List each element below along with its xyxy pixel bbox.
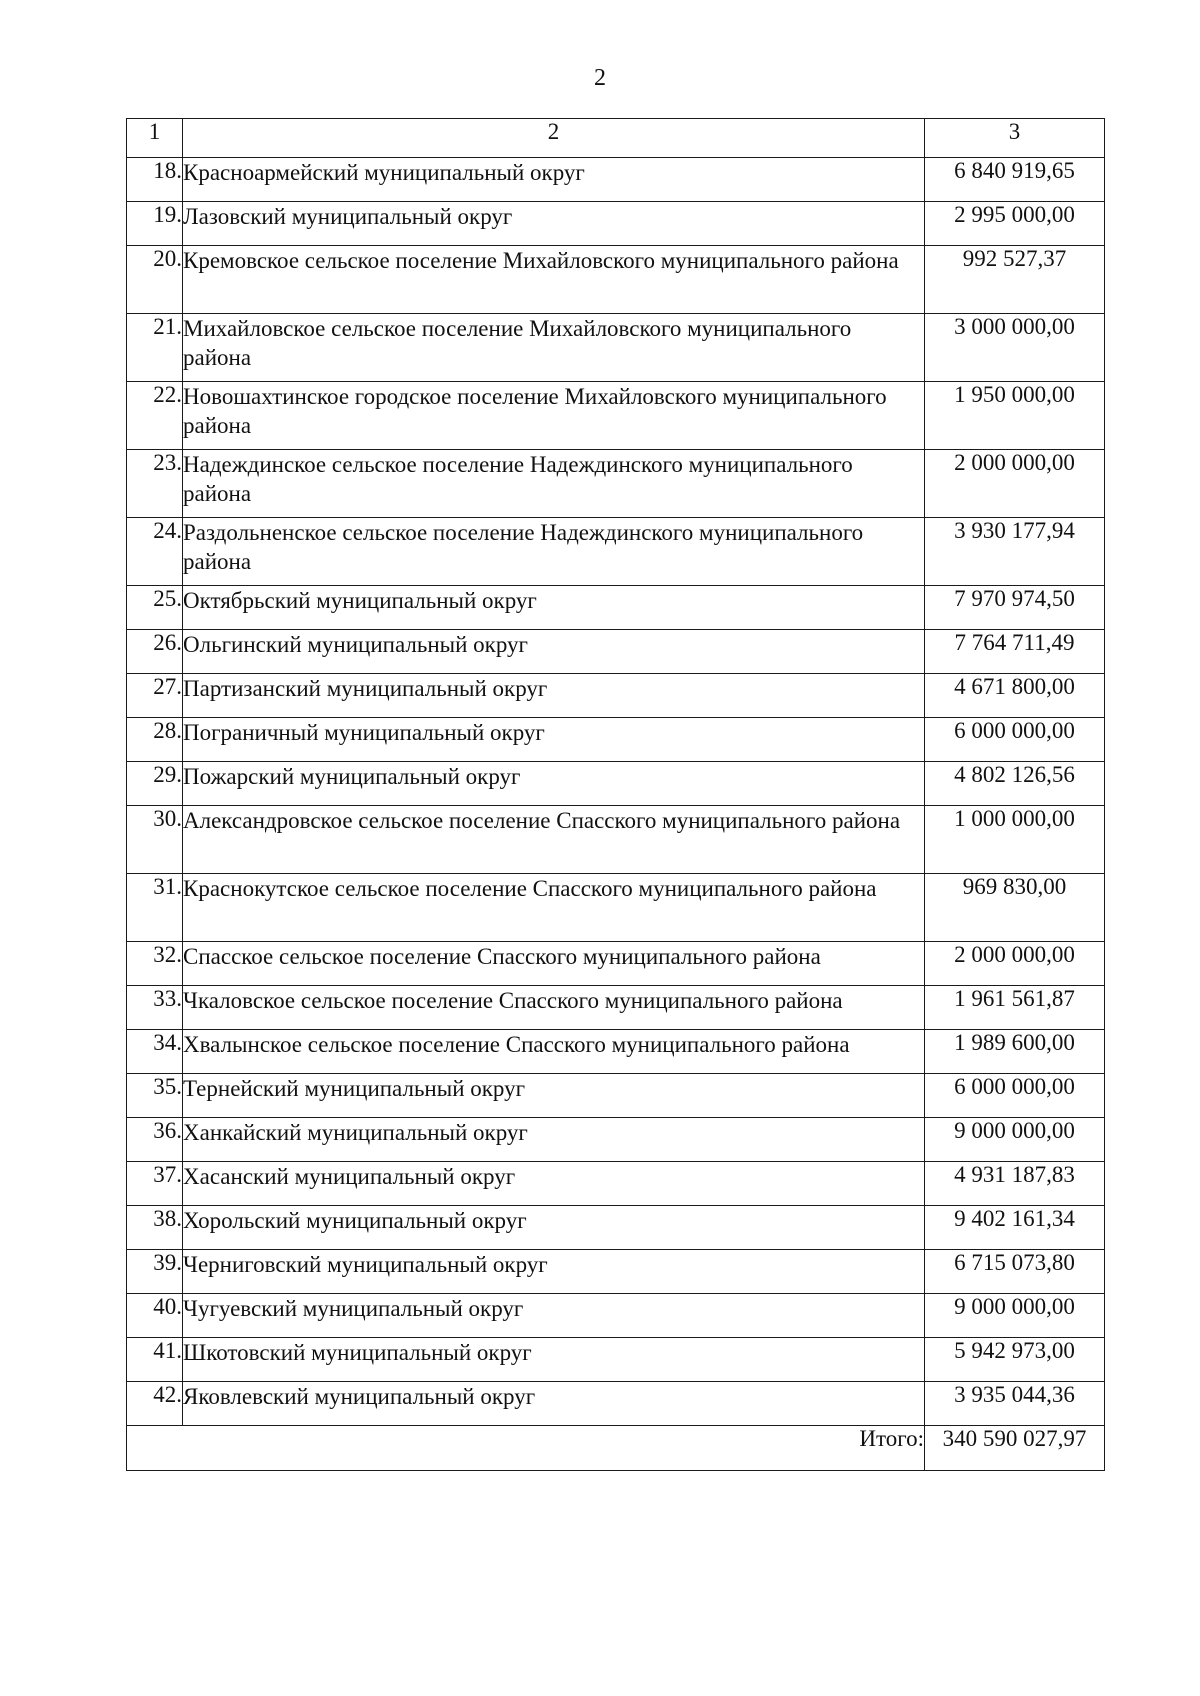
allocation-amount: 6 715 073,80 xyxy=(925,1250,1105,1294)
header-cell-amount: 3 xyxy=(925,119,1105,158)
allocation-amount: 6 000 000,00 xyxy=(925,718,1105,762)
row-number: 41. xyxy=(127,1338,183,1382)
municipality-name: Краснокутское сельское поселение Спасского муниципального района xyxy=(183,874,925,942)
municipality-name: Красноармейский муниципальный округ xyxy=(183,158,925,202)
table-row xyxy=(127,382,1105,450)
row-number: 42. xyxy=(127,1382,183,1426)
municipality-name: Ольгинский муниципальный округ xyxy=(183,630,925,674)
municipality-name: Чкаловское сельское поселение Спасского муниципального района xyxy=(183,986,925,1030)
table-row xyxy=(127,1074,1105,1118)
table-row xyxy=(127,1030,1105,1074)
row-number: 38. xyxy=(127,1206,183,1250)
row-number: 37. xyxy=(127,1162,183,1206)
municipality-name: Спасское сельское поселение Спасского муниципального района xyxy=(183,942,925,986)
allocation-amount: 3 935 044,36 xyxy=(925,1382,1105,1426)
table-row xyxy=(127,806,1105,874)
allocation-amount: 4 671 800,00 xyxy=(925,674,1105,718)
municipality-name: Чугуевский муниципальный округ xyxy=(183,1294,925,1338)
municipality-name: Новошахтинское городское поселение Михайловского муниципального района xyxy=(183,382,925,450)
row-number: 32. xyxy=(127,942,183,986)
table-row xyxy=(127,874,1105,942)
table-row xyxy=(127,718,1105,762)
total-amount: 340 590 027,97 xyxy=(925,1426,1105,1471)
allocation-amount: 6 840 919,65 xyxy=(925,158,1105,202)
allocation-amount: 5 942 973,00 xyxy=(925,1338,1105,1382)
table-row xyxy=(127,1382,1105,1426)
municipality-name: Кремовское сельское поселение Михайловского муниципального района xyxy=(183,246,925,314)
municipality-name: Ханкайский муниципальный округ xyxy=(183,1118,925,1162)
municipality-name: Хвалынское сельское поселение Спасского муниципального района xyxy=(183,1030,925,1074)
table-header-row xyxy=(127,119,1105,158)
table-row xyxy=(127,942,1105,986)
municipality-name: Яковлевский муниципальный округ xyxy=(183,1382,925,1426)
table-row xyxy=(127,630,1105,674)
allocation-amount: 1 961 561,87 xyxy=(925,986,1105,1030)
table-row xyxy=(127,1118,1105,1162)
allocation-amount: 9 402 161,34 xyxy=(925,1206,1105,1250)
row-number: 36. xyxy=(127,1118,183,1162)
table-row xyxy=(127,202,1105,246)
municipality-name: Хорольский муниципальный округ xyxy=(183,1206,925,1250)
allocation-table xyxy=(126,118,1105,1471)
row-number: 23. xyxy=(127,450,183,518)
total-label: Итого: xyxy=(127,1426,925,1471)
row-number: 26. xyxy=(127,630,183,674)
allocation-amount: 1 989 600,00 xyxy=(925,1030,1105,1074)
municipality-name: Октябрьский муниципальный округ xyxy=(183,586,925,630)
row-number: 34. xyxy=(127,1030,183,1074)
municipality-name: Лазовский муниципальный округ xyxy=(183,202,925,246)
row-number: 21. xyxy=(127,314,183,382)
row-number: 30. xyxy=(127,806,183,874)
allocation-amount: 4 931 187,83 xyxy=(925,1162,1105,1206)
row-number: 33. xyxy=(127,986,183,1030)
table-row xyxy=(127,674,1105,718)
header-cell-number: 1 xyxy=(127,119,183,158)
allocation-amount: 9 000 000,00 xyxy=(925,1118,1105,1162)
total-row xyxy=(127,1426,1105,1471)
row-number: 20. xyxy=(127,246,183,314)
allocation-amount: 992 527,37 xyxy=(925,246,1105,314)
table-row xyxy=(127,1294,1105,1338)
allocation-amount: 969 830,00 xyxy=(925,874,1105,942)
allocation-amount: 9 000 000,00 xyxy=(925,1294,1105,1338)
row-number: 29. xyxy=(127,762,183,806)
row-number: 40. xyxy=(127,1294,183,1338)
table-row xyxy=(127,1162,1105,1206)
table-row xyxy=(127,762,1105,806)
municipality-name: Пограничный муниципальный округ xyxy=(183,718,925,762)
allocation-amount: 4 802 126,56 xyxy=(925,762,1105,806)
allocation-amount: 3 930 177,94 xyxy=(925,518,1105,586)
table-row xyxy=(127,158,1105,202)
municipality-name: Хасанский муниципальный округ xyxy=(183,1162,925,1206)
allocation-amount: 3 000 000,00 xyxy=(925,314,1105,382)
allocation-amount: 6 000 000,00 xyxy=(925,1074,1105,1118)
table-row xyxy=(127,986,1105,1030)
table-row xyxy=(127,586,1105,630)
row-number: 31. xyxy=(127,874,183,942)
allocation-amount: 1 950 000,00 xyxy=(925,382,1105,450)
municipality-name: Михайловское сельское поселение Михайловского муниципального района xyxy=(183,314,925,382)
table-row xyxy=(127,246,1105,314)
row-number: 18. xyxy=(127,158,183,202)
row-number: 28. xyxy=(127,718,183,762)
page-number: 2 xyxy=(594,65,606,91)
table-row xyxy=(127,518,1105,586)
municipality-name: Пожарский муниципальный округ xyxy=(183,762,925,806)
municipality-name: Тернейский муниципальный округ xyxy=(183,1074,925,1118)
municipality-name: Надеждинское сельское поселение Надеждинского муниципального района xyxy=(183,450,925,518)
municipality-name: Черниговский муниципальный округ xyxy=(183,1250,925,1294)
allocation-amount: 1 000 000,00 xyxy=(925,806,1105,874)
row-number: 39. xyxy=(127,1250,183,1294)
allocation-amount: 2 000 000,00 xyxy=(925,942,1105,986)
municipality-name: Раздольненское сельское поселение Надеждинского муниципального района xyxy=(183,518,925,586)
row-number: 22. xyxy=(127,382,183,450)
allocation-amount: 2 000 000,00 xyxy=(925,450,1105,518)
row-number: 24. xyxy=(127,518,183,586)
row-number: 35. xyxy=(127,1074,183,1118)
municipality-name: Шкотовский муниципальный округ xyxy=(183,1338,925,1382)
municipality-name: Партизанский муниципальный округ xyxy=(183,674,925,718)
allocation-amount: 7 764 711,49 xyxy=(925,630,1105,674)
municipality-name: Александровское сельское поселение Спасского муниципального района xyxy=(183,806,925,874)
row-number: 27. xyxy=(127,674,183,718)
row-number: 19. xyxy=(127,202,183,246)
table-row xyxy=(127,1206,1105,1250)
table-row xyxy=(127,314,1105,382)
allocation-amount: 7 970 974,50 xyxy=(925,586,1105,630)
row-number: 25. xyxy=(127,586,183,630)
table-row xyxy=(127,1338,1105,1382)
table-row xyxy=(127,450,1105,518)
table-row xyxy=(127,1250,1105,1294)
header-cell-name: 2 xyxy=(183,119,925,158)
allocation-amount: 2 995 000,00 xyxy=(925,202,1105,246)
